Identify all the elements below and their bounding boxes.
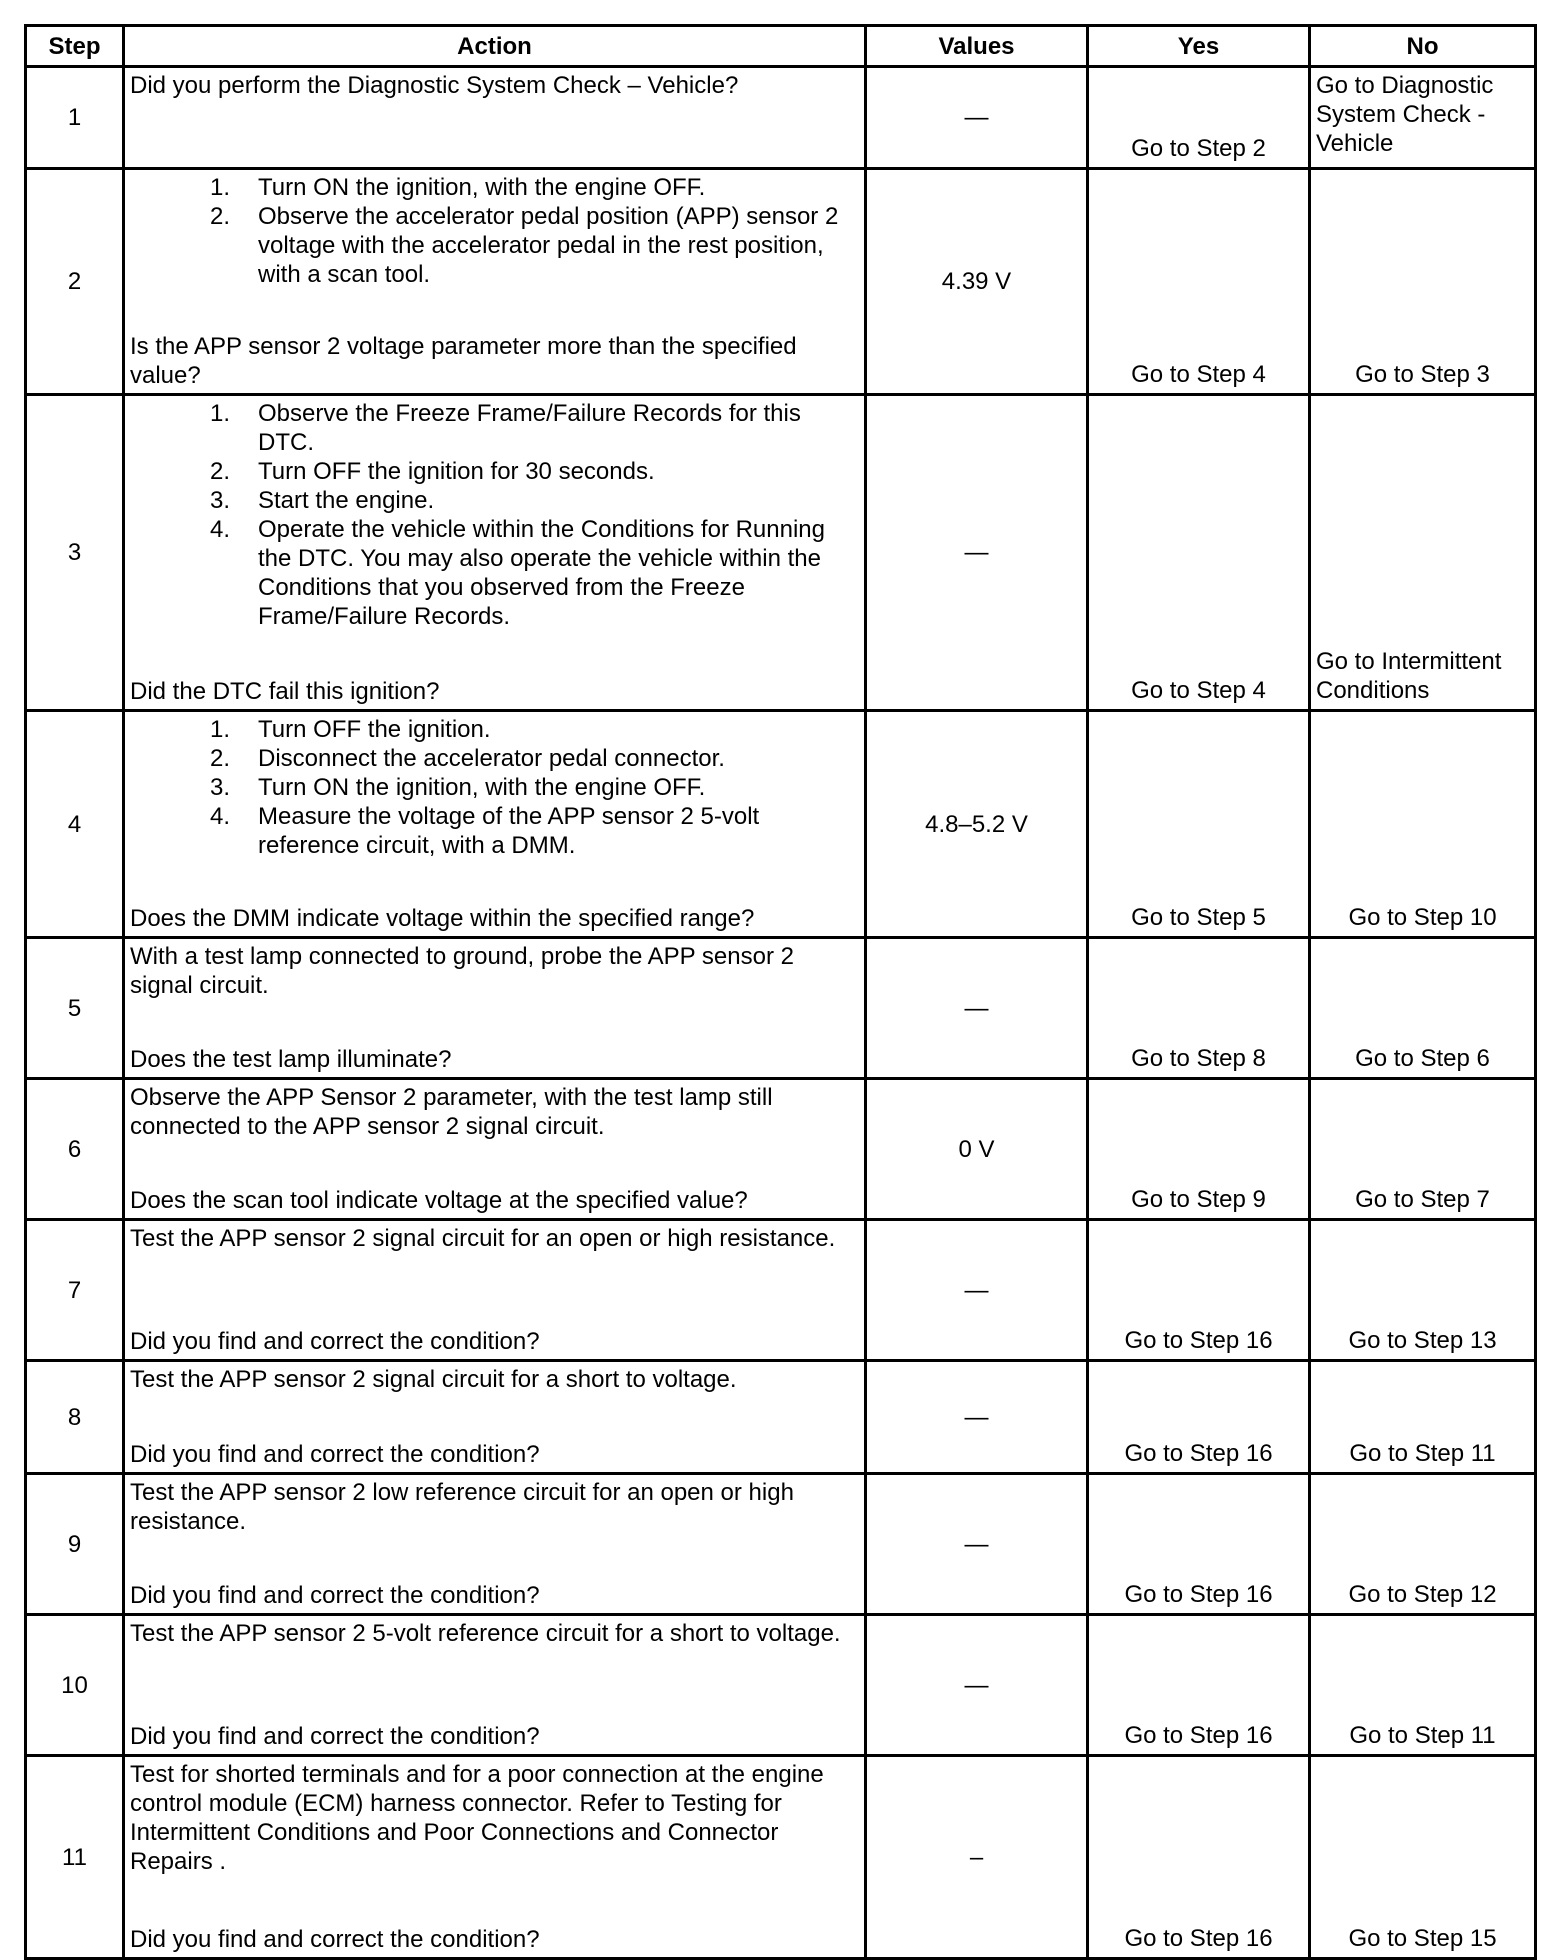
no-cell: Go to Step 7	[1310, 1079, 1536, 1220]
action-text: Observe the APP Sensor 2 parameter, with the test lamp still connected to the APP sensor 2 signal circuit.	[130, 1084, 773, 1140]
table-row	[26, 395, 1536, 711]
no-cell: Go to Step 15	[1310, 1756, 1536, 1959]
diagnostic-table	[24, 24, 1537, 1960]
action-question: Did you find and correct the condition?	[130, 1723, 540, 1750]
list-item-number: 1.	[209, 716, 230, 743]
list-item-text: Measure the voltage of the APP sensor 2 5-volt reference circuit, with a DMM.	[258, 803, 760, 859]
list-item-number: 3.	[209, 774, 230, 801]
action-question: Does the test lamp illuminate?	[130, 1046, 452, 1073]
action-cell	[124, 1474, 866, 1615]
header-action: Action	[124, 26, 866, 67]
yes-cell: Go to Step 16	[1088, 1756, 1310, 1959]
value-cell: —	[866, 938, 1088, 1079]
list-item-text: Turn OFF the ignition.	[258, 716, 491, 743]
action-steps-list	[130, 173, 860, 289]
table-row	[26, 1361, 1536, 1474]
list-item-text: Disconnect the accelerator pedal connector.	[258, 745, 725, 772]
list-item-number: 4.	[209, 803, 230, 830]
step-number: 11	[26, 1756, 124, 1959]
yes-cell: Go to Step 8	[1088, 938, 1310, 1079]
no-cell: Go to Step 6	[1310, 938, 1536, 1079]
table-row	[26, 1079, 1536, 1220]
list-item	[130, 802, 860, 860]
list-item-number: 3.	[209, 487, 230, 514]
action-text: Test the APP sensor 2 5-volt reference circuit for a short to voltage.	[130, 1620, 841, 1647]
yes-cell: Go to Step 16	[1088, 1615, 1310, 1756]
no-cell: Go to Step 11	[1310, 1361, 1536, 1474]
no-cell: Go to Step 3	[1310, 169, 1536, 395]
step-number: 9	[26, 1474, 124, 1615]
header-row	[26, 26, 1536, 67]
yes-cell: Go to Step 16	[1088, 1474, 1310, 1615]
table-row	[26, 1756, 1536, 1959]
list-item	[130, 173, 860, 202]
list-item	[130, 515, 860, 631]
table-row	[26, 938, 1536, 1079]
list-item-number: 2.	[209, 203, 230, 230]
value-cell: —	[866, 67, 1088, 169]
action-cell	[124, 1756, 866, 1959]
step-number: 4	[26, 711, 124, 938]
list-item-text: Observe the accelerator pedal position (APP) sensor 2 voltage with the accelerator pedal in the rest position, with a scan tool.	[258, 203, 839, 288]
list-item-text: Operate the vehicle within the Conditions for Running the DTC. You may also operate the vehicle within the Conditions that you observed from the Freeze Frame/Failure Records.	[258, 516, 825, 630]
header-values: Values	[866, 26, 1088, 67]
action-cell	[124, 1361, 866, 1474]
value-cell: 4.39 V	[866, 169, 1088, 395]
value-cell: —	[866, 395, 1088, 711]
list-item	[130, 773, 860, 802]
action-steps-list	[130, 715, 860, 860]
action-text: Test the APP sensor 2 signal circuit for a short to voltage.	[130, 1366, 737, 1393]
list-item	[130, 715, 860, 744]
list-item-number: 1.	[209, 174, 230, 201]
action-text: Test the APP sensor 2 low reference circuit for an open or high resistance.	[130, 1479, 794, 1535]
action-text: Test for shorted terminals and for a poor connection at the engine control module (ECM) harness connector. Refer to Testing for Intermittent Conditions and Poor Connections and Connector Repairs .	[130, 1761, 824, 1875]
value-cell: —	[866, 1615, 1088, 1756]
header-yes: Yes	[1088, 26, 1310, 67]
list-item-text: Turn ON the ignition, with the engine OFF.	[258, 774, 706, 801]
table-body	[26, 67, 1536, 1959]
list-item-text: Observe the Freeze Frame/Failure Records for this DTC.	[258, 400, 801, 456]
action-text: Test the APP sensor 2 signal circuit for an open or high resistance.	[130, 1225, 836, 1252]
list-item	[130, 457, 860, 486]
list-item-text: Start the engine.	[258, 487, 435, 514]
list-item-text: Turn OFF the ignition for 30 seconds.	[258, 458, 655, 485]
yes-cell: Go to Step 4	[1088, 395, 1310, 711]
step-number: 10	[26, 1615, 124, 1756]
action-question: Does the DMM indicate voltage within the specified range?	[130, 905, 755, 932]
no-cell: Go to Step 12	[1310, 1474, 1536, 1615]
list-item-text: Turn ON the ignition, with the engine OFF.	[258, 174, 706, 201]
step-number: 8	[26, 1361, 124, 1474]
action-text: Did you perform the Diagnostic System Check – Vehicle?	[130, 72, 739, 99]
no-cell: Go to Intermittent Conditions	[1310, 395, 1536, 711]
list-item-number: 4.	[209, 516, 230, 543]
table-row	[26, 67, 1536, 169]
value-cell: 0 V	[866, 1079, 1088, 1220]
action-question: Did you find and correct the condition?	[130, 1582, 540, 1609]
yes-cell: Go to Step 16	[1088, 1220, 1310, 1361]
table-row	[26, 711, 1536, 938]
list-item	[130, 744, 860, 773]
action-cell	[124, 1220, 866, 1361]
action-cell	[124, 938, 866, 1079]
action-question: Did you find and correct the condition?	[130, 1441, 540, 1468]
table-row	[26, 1474, 1536, 1615]
list-item-number: 2.	[209, 458, 230, 485]
action-question: Is the APP sensor 2 voltage parameter more than the specified value?	[130, 333, 797, 389]
action-cell	[124, 1615, 866, 1756]
list-item	[130, 399, 860, 457]
header-no: No	[1310, 26, 1536, 67]
no-cell: Go to Diagnostic System Check - Vehicle	[1310, 67, 1536, 169]
no-cell: Go to Step 10	[1310, 711, 1536, 938]
value-cell: —	[866, 1220, 1088, 1361]
yes-cell: Go to Step 5	[1088, 711, 1310, 938]
action-question: Does the scan tool indicate voltage at the specified value?	[130, 1187, 748, 1214]
action-text: With a test lamp connected to ground, probe the APP sensor 2 signal circuit.	[130, 943, 794, 999]
step-number: 7	[26, 1220, 124, 1361]
action-cell	[124, 711, 866, 938]
no-cell: Go to Step 13	[1310, 1220, 1536, 1361]
step-number: 2	[26, 169, 124, 395]
action-question: Did the DTC fail this ignition?	[130, 678, 440, 705]
action-cell	[124, 1079, 866, 1220]
table-row	[26, 1220, 1536, 1361]
list-item-number: 2.	[209, 745, 230, 772]
table-row	[26, 169, 1536, 395]
table-row	[26, 1615, 1536, 1756]
action-question: Did you find and correct the condition?	[130, 1328, 540, 1355]
step-number: 1	[26, 67, 124, 169]
list-item	[130, 486, 860, 515]
action-cell	[124, 67, 866, 169]
action-cell	[124, 169, 866, 395]
value-cell: –	[866, 1756, 1088, 1959]
yes-cell: Go to Step 4	[1088, 169, 1310, 395]
yes-cell: Go to Step 9	[1088, 1079, 1310, 1220]
step-number: 6	[26, 1079, 124, 1220]
list-item-number: 1.	[209, 400, 230, 427]
no-cell: Go to Step 11	[1310, 1615, 1536, 1756]
value-cell: —	[866, 1361, 1088, 1474]
value-cell: —	[866, 1474, 1088, 1615]
action-cell	[124, 395, 866, 711]
step-number: 5	[26, 938, 124, 1079]
list-item	[130, 202, 860, 289]
step-number: 3	[26, 395, 124, 711]
header-step: Step	[26, 26, 124, 67]
action-question: Did you find and correct the condition?	[130, 1926, 540, 1953]
value-cell: 4.8–5.2 V	[866, 711, 1088, 938]
yes-cell: Go to Step 16	[1088, 1361, 1310, 1474]
action-steps-list	[130, 399, 860, 631]
yes-cell: Go to Step 2	[1088, 67, 1310, 169]
